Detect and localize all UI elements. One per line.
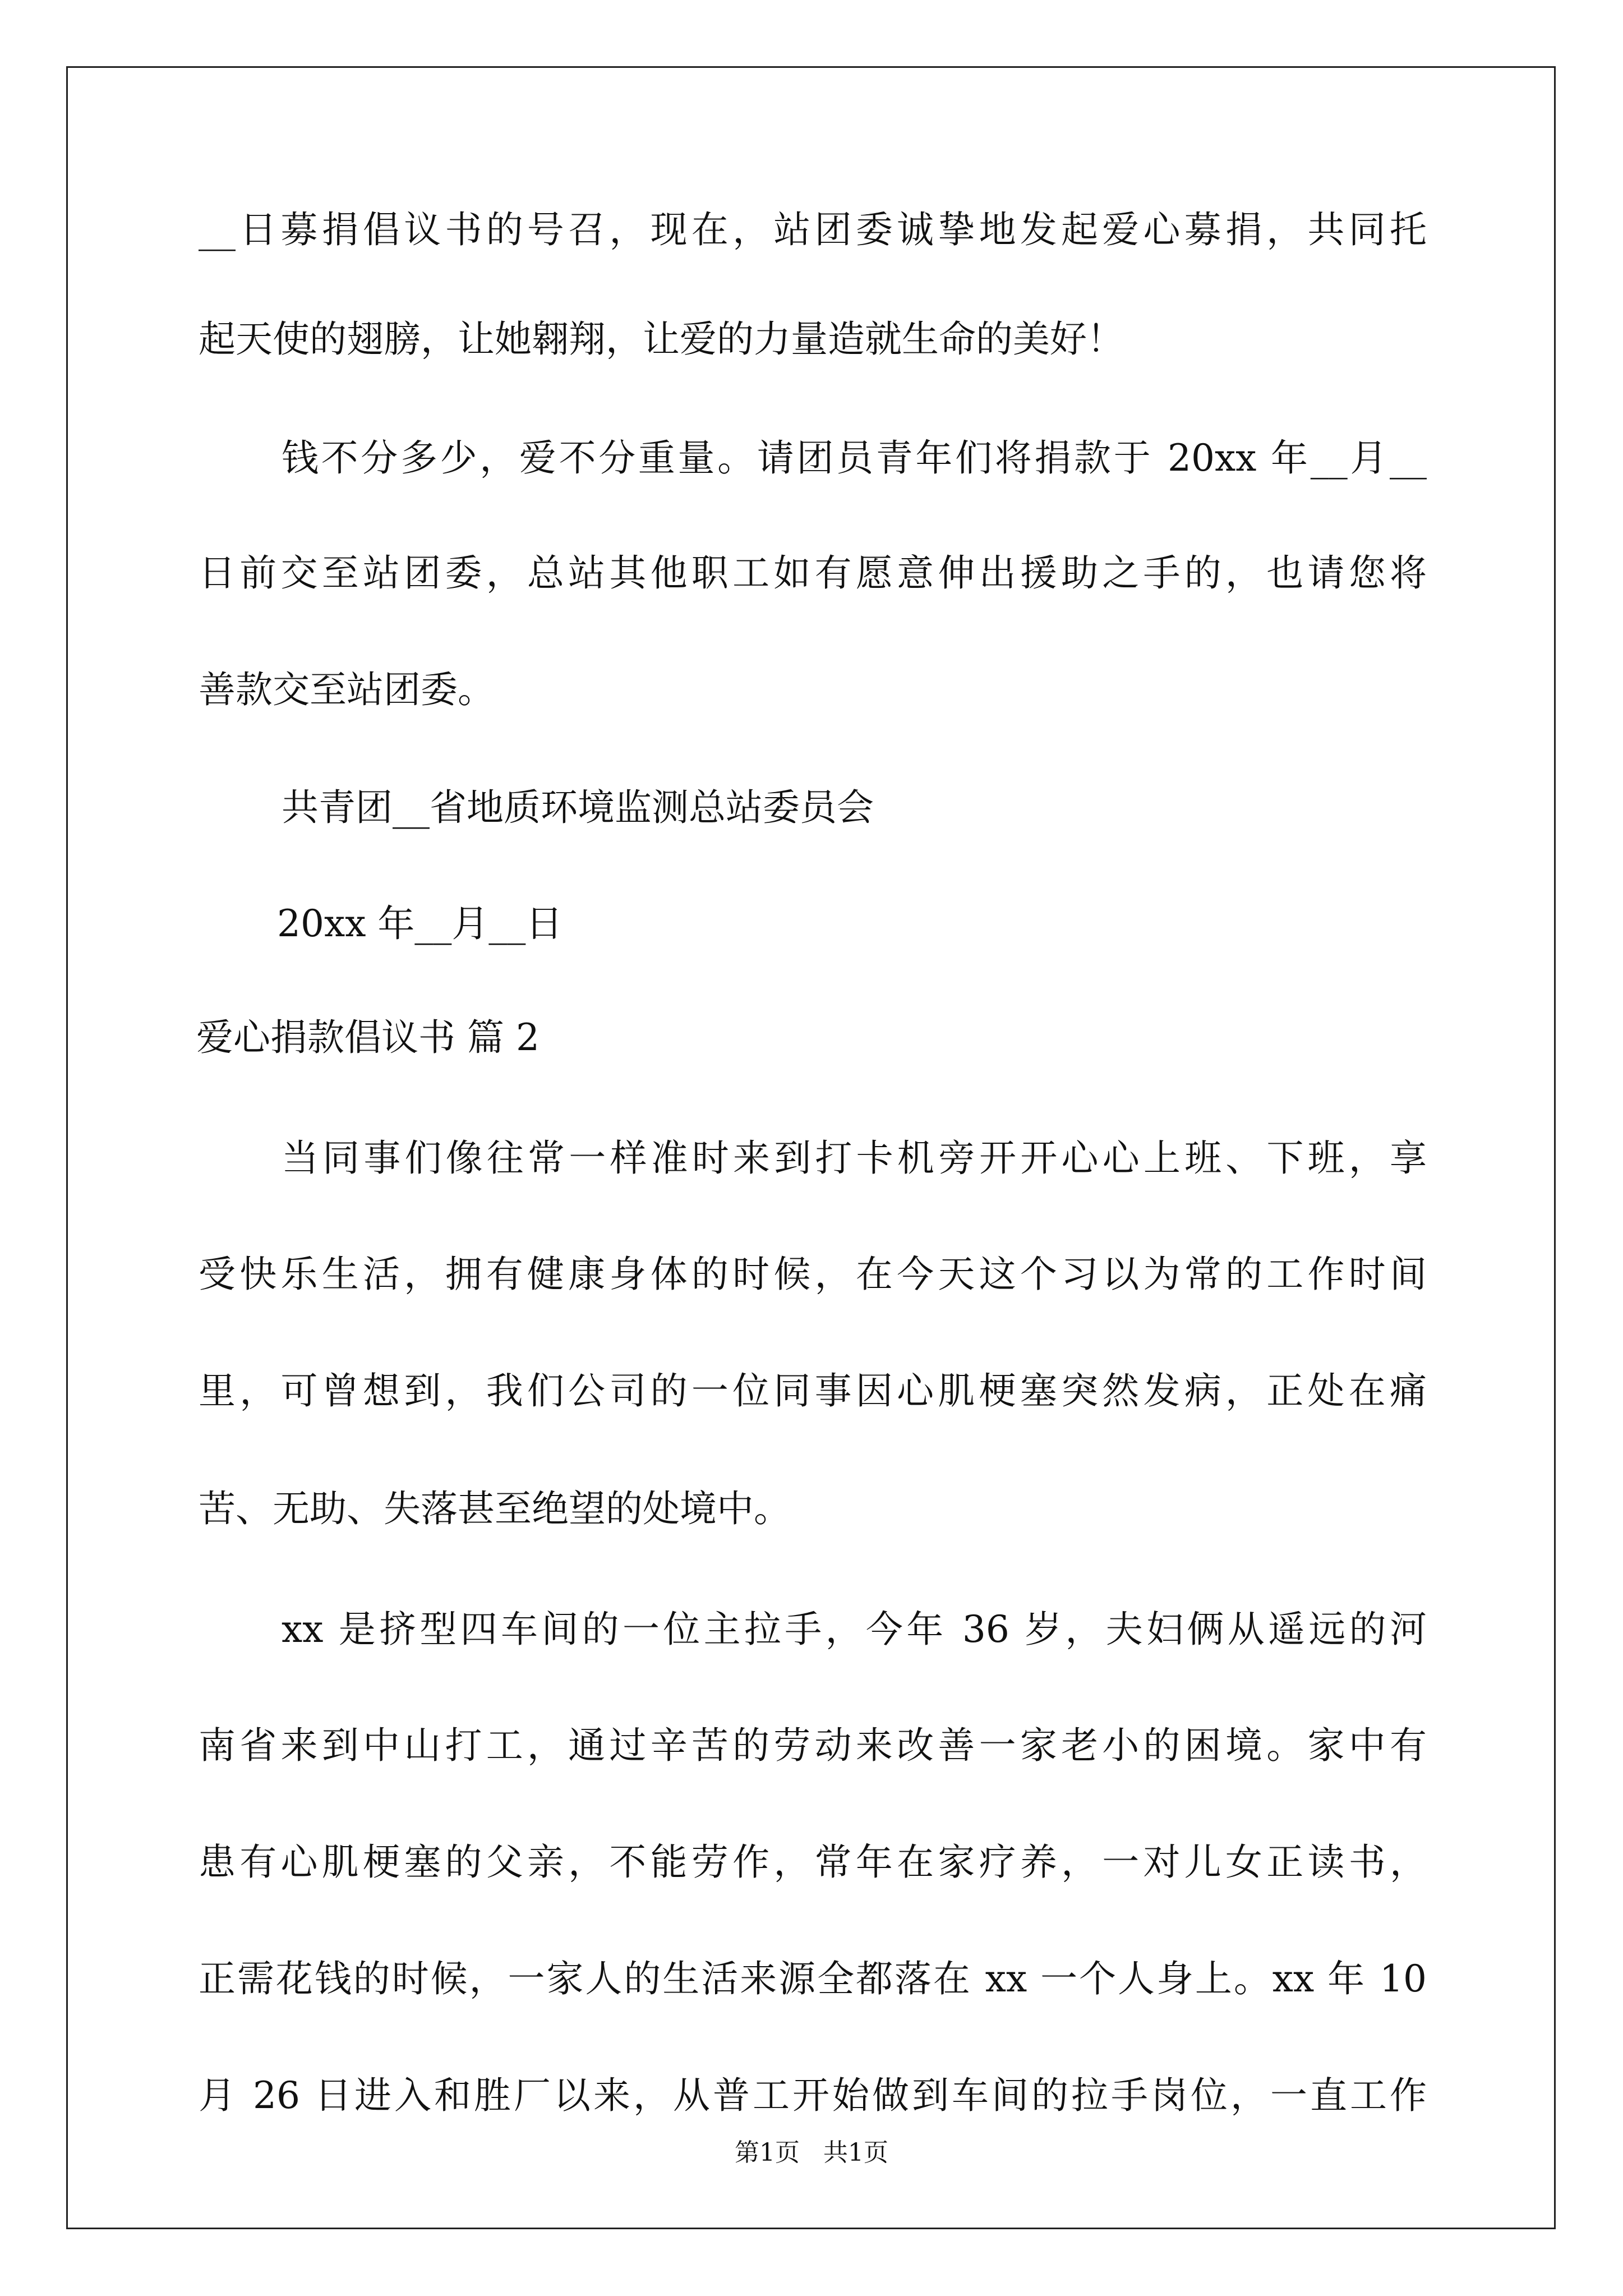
paragraph-line: 正需花钱的时候，一家人的生活来源全都落在 xx 一个人身上。xx 年 10 — [199, 1957, 1427, 2000]
paragraph-line: 苦、无助、失落甚至绝望的处境中。 — [199, 1487, 791, 1530]
paragraph-line: 日前交至站团委，总站其他职工如有愿意伸出援助之手的，也请您将 — [199, 551, 1427, 595]
paragraph-line: __日募捐倡议书的号召，现在，站团委诚挚地发起爱心募捐，共同托 — [199, 208, 1427, 251]
paragraph-line: 受快乐生活，拥有健康身体的时候，在今天这个习以为常的工作时间 — [199, 1253, 1427, 1296]
signature-date: 20xx 年__月__日 — [277, 902, 563, 945]
paragraph-line: 里，可曾想到，我们公司的一位同事因心肌梗塞突然发病，正处在痛 — [199, 1369, 1427, 1412]
section-heading: 爱心捐款倡议书 篇 2 — [196, 1016, 540, 1059]
paragraph-line: 起天使的翅膀，让她翱翔，让爱的力量造就生命的美好！ — [199, 318, 1124, 361]
paragraph-line: 善款交至站团委。 — [199, 668, 495, 711]
paragraph-line: 当同事们像往常一样准时来到打卡机旁开开心心上班、下班，享 — [282, 1137, 1427, 1180]
paragraph-line: xx 是挤型四车间的一位主拉手，今年 36 岁，夫妇俩从遥远的河 — [282, 1608, 1427, 1651]
signature-organization: 共青团__省地质环境监测总站委员会 — [282, 786, 874, 829]
paragraph-line: 月 26 日进入和胜厂以来，从普工开始做到车间的拉手岗位，一直工作 — [199, 2074, 1427, 2117]
paragraph-line: 患有心肌梗塞的父亲，不能劳作，常年在家疗养，一对儿女正读书， — [199, 1841, 1427, 1884]
paragraph-line: 钱不分多少，爱不分重量。请团员青年们将捐款于 20xx 年__月__ — [282, 436, 1427, 480]
page-footer: 第1页 共1页 — [735, 2138, 888, 2167]
paragraph-line: 南省来到中山打工，通过辛苦的劳动来改善一家老小的困境。家中有 — [199, 1724, 1427, 1767]
